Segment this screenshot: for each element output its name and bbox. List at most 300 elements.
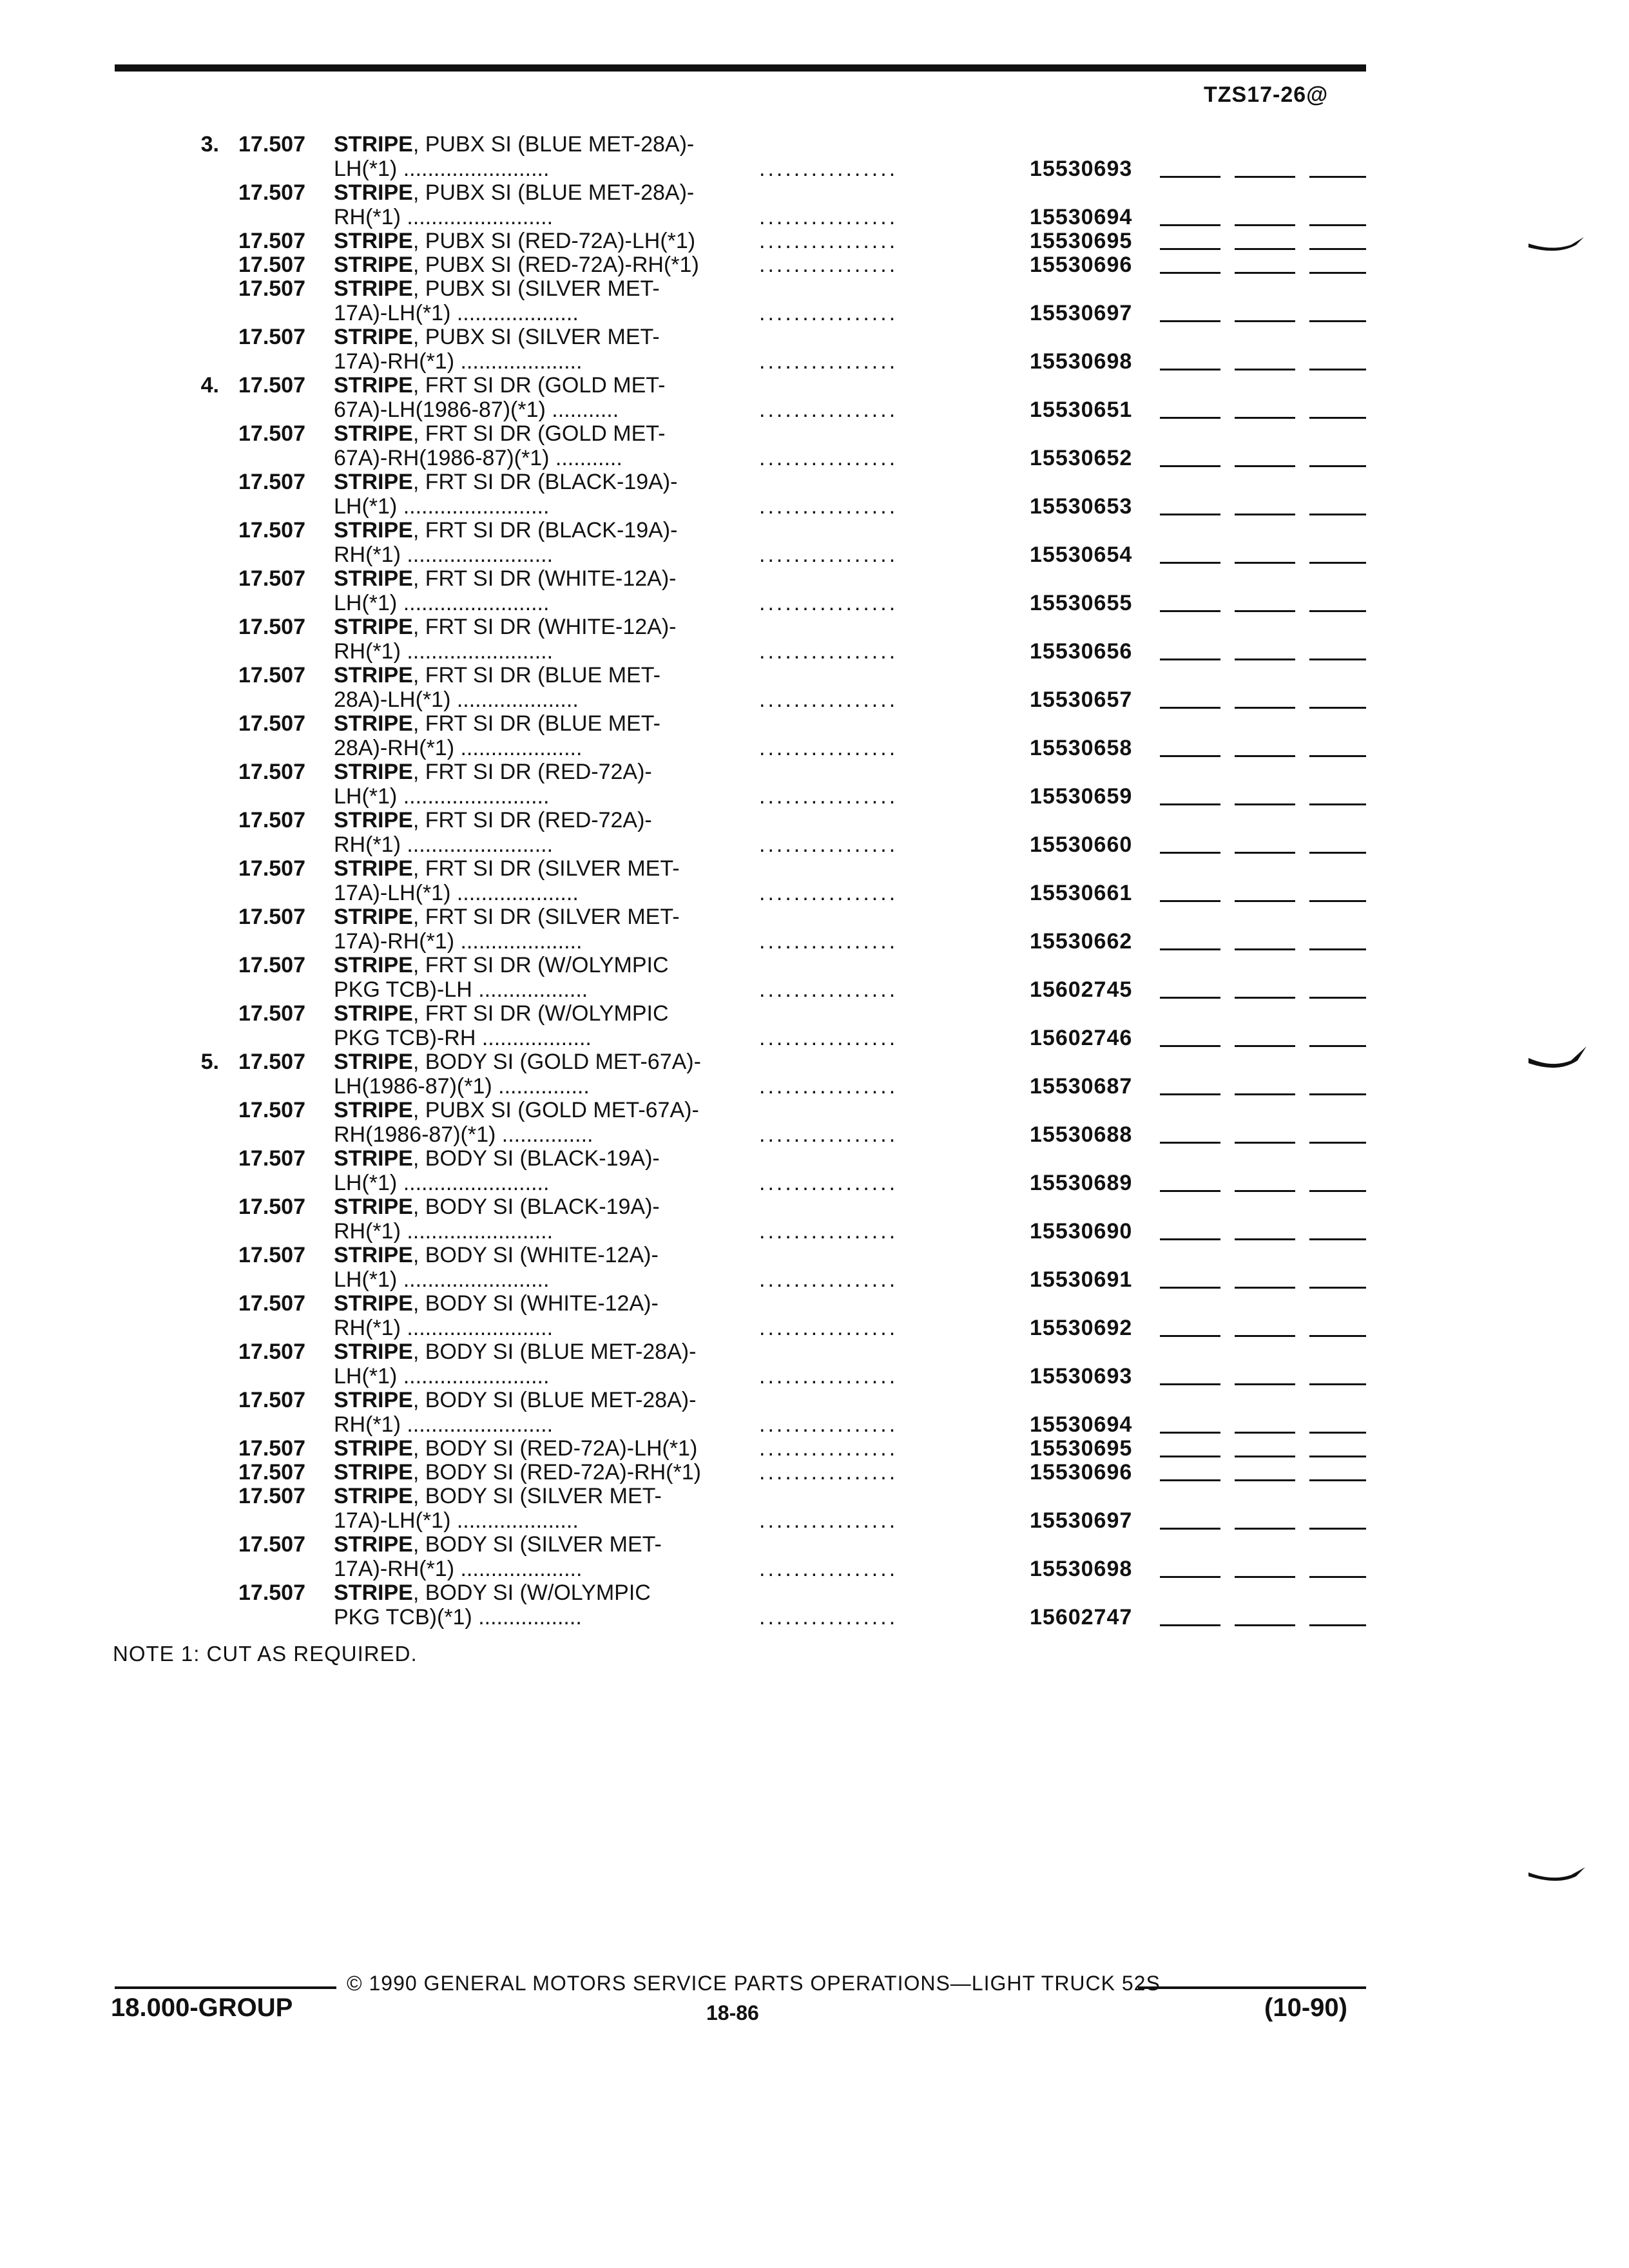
part-name: STRIPE — [334, 1388, 413, 1412]
part-detail: , PUBX SI (SILVER MET- — [412, 276, 660, 301]
quantity-blank — [1309, 1576, 1366, 1578]
quantity-blank — [1235, 417, 1295, 419]
quantity-blank — [1235, 803, 1295, 805]
part-entry — [0, 1243, 1629, 1291]
part-number: 15530696 — [1030, 253, 1133, 277]
part-entry — [0, 518, 1629, 566]
description-continuation: RH(1986-87)(*1) ............... — [334, 1122, 593, 1147]
part-detail: , FRT SI DR (BLUE MET- — [412, 711, 660, 736]
quantity-blank — [1235, 1142, 1295, 1144]
part-entry — [0, 180, 1629, 229]
quantity-blank — [1235, 900, 1295, 902]
part-entry — [0, 276, 1629, 325]
part-name: STRIPE — [334, 1050, 413, 1074]
description-continuation: LH(*1) ........................ — [334, 591, 550, 615]
quantity-blank — [1235, 1479, 1295, 1481]
part-name: STRIPE — [334, 1098, 413, 1122]
part-entry — [0, 421, 1629, 470]
quantity-blank — [1309, 176, 1366, 178]
quantity-blank — [1235, 272, 1295, 274]
quantity-blank — [1160, 562, 1220, 564]
part-name: STRIPE — [334, 1484, 413, 1508]
quantity-blank — [1160, 1576, 1220, 1578]
quantity-blank — [1235, 224, 1295, 226]
part-number: 15530688 — [1030, 1122, 1133, 1147]
group-number: 17.507 — [238, 1098, 305, 1122]
part-name: STRIPE — [334, 663, 413, 687]
part-name: STRIPE — [334, 229, 413, 253]
quantity-blank — [1309, 514, 1366, 515]
part-entry — [0, 1460, 1629, 1484]
part-number: 15530656 — [1030, 639, 1133, 664]
part-detail: , PUBX SI (BLUE MET-28A)- — [412, 132, 695, 157]
part-detail: , FRT SI DR (SILVER MET- — [412, 856, 680, 881]
part-name: STRIPE — [334, 1581, 413, 1605]
part-name: STRIPE — [334, 276, 413, 301]
description-continuation: 17A)-LH(*1) .................... — [334, 1508, 579, 1533]
part-name: STRIPE — [334, 953, 413, 977]
quantity-blank — [1235, 610, 1295, 612]
group-number: 17.507 — [238, 1195, 305, 1219]
part-detail: , BODY SI (RED-72A)-LH(*1) — [412, 1436, 698, 1461]
description-continuation: 67A)-LH(1986-87)(*1) ........... — [334, 398, 619, 422]
footnote: NOTE 1: CUT AS REQUIRED. — [113, 1642, 418, 1666]
group-number: 17.507 — [238, 566, 305, 591]
part-number: 15530657 — [1030, 687, 1133, 712]
description-continuation: 17A)-RH(*1) .................... — [334, 349, 583, 374]
part-description — [334, 905, 680, 930]
quantity-blank — [1235, 1335, 1295, 1337]
group-number: 17.507 — [238, 711, 305, 736]
quantity-blank — [1309, 997, 1366, 999]
quantity-blank — [1309, 320, 1366, 322]
part-description — [334, 566, 676, 591]
part-entry — [0, 1388, 1629, 1436]
quantity-blank — [1235, 1624, 1295, 1626]
leader-dots: ................ — [759, 1171, 898, 1195]
quantity-blank — [1235, 514, 1295, 515]
leader-dots: ................ — [759, 349, 898, 374]
quantity-blank — [1160, 176, 1220, 178]
leader-dots: ................ — [759, 398, 898, 422]
group-number: 17.507 — [238, 1460, 305, 1485]
quantity-blank — [1160, 755, 1220, 757]
part-number: 15530661 — [1030, 881, 1133, 905]
description-continuation: RH(*1) ........................ — [334, 205, 554, 229]
part-name: STRIPE — [334, 615, 413, 639]
group-number: 17.507 — [238, 953, 305, 977]
group-number: 17.507 — [238, 1001, 305, 1026]
part-name: STRIPE — [334, 856, 413, 881]
part-entry — [0, 470, 1629, 518]
part-description — [334, 518, 677, 543]
quantity-blank — [1235, 1528, 1295, 1530]
leader-dots: ................ — [759, 1074, 898, 1099]
quantity-blank — [1309, 1432, 1366, 1434]
description-continuation: PKG TCB)-LH .................. — [334, 977, 588, 1002]
part-name: STRIPE — [334, 132, 413, 157]
quantity-blank — [1160, 514, 1220, 515]
item-number: 3. — [200, 132, 219, 157]
part-number: 15530697 — [1030, 1508, 1133, 1533]
description-continuation: PKG TCB)-RH .................. — [334, 1026, 592, 1050]
leader-dots: ................ — [759, 687, 898, 712]
part-number: 15530696 — [1030, 1460, 1133, 1485]
quantity-blank — [1309, 1335, 1366, 1337]
revision-date: (10-90) — [1264, 1994, 1347, 2022]
leader-dots: ................ — [759, 1412, 898, 1437]
quantity-blank — [1160, 1335, 1220, 1337]
quantity-blank — [1235, 1093, 1295, 1095]
part-description — [334, 615, 676, 640]
description-continuation: LH(*1) ........................ — [334, 157, 550, 181]
part-name: STRIPE — [334, 808, 413, 832]
part-description — [334, 421, 665, 447]
part-number: 15530698 — [1030, 349, 1133, 374]
part-number: 15530695 — [1030, 1436, 1133, 1461]
quantity-blank — [1235, 948, 1295, 950]
quantity-blank — [1160, 224, 1220, 226]
footer-rule-left — [115, 1986, 336, 1989]
page-number: 18-86 — [706, 2001, 759, 2024]
part-number: 15530691 — [1030, 1267, 1133, 1292]
group-number: 17.507 — [238, 253, 305, 277]
part-detail: , BODY SI (BLACK-19A)- — [412, 1146, 660, 1171]
group-number: 17.507 — [238, 421, 305, 446]
description-continuation: LH(*1) ........................ — [334, 1364, 550, 1389]
quantity-blank — [1235, 562, 1295, 564]
quantity-blank — [1160, 1287, 1220, 1289]
part-name: STRIPE — [334, 373, 413, 398]
leader-dots: ................ — [759, 929, 898, 954]
description-continuation: 28A)-LH(*1) .................... — [334, 687, 579, 712]
part-detail: , BODY SI (BLUE MET-28A)- — [412, 1388, 697, 1412]
leader-dots: ................ — [759, 1267, 898, 1292]
part-entry — [0, 1001, 1629, 1050]
part-description — [334, 663, 660, 688]
quantity-blank — [1309, 1383, 1366, 1385]
quantity-blank — [1309, 248, 1366, 250]
top-rule — [115, 64, 1366, 72]
part-name: STRIPE — [334, 1291, 413, 1316]
group-number: 17.507 — [238, 1388, 305, 1412]
part-entry — [0, 808, 1629, 856]
leader-dots: ................ — [759, 446, 898, 470]
part-detail: , FRT SI DR (WHITE-12A)- — [412, 566, 677, 591]
part-number: 15530698 — [1030, 1557, 1133, 1581]
part-detail: , BODY SI (WHITE-12A)- — [412, 1243, 659, 1267]
part-detail: , PUBX SI (GOLD MET-67A)- — [412, 1098, 699, 1122]
part-number: 15602745 — [1030, 977, 1133, 1002]
leader-dots: ................ — [759, 1557, 898, 1581]
part-number: 15530692 — [1030, 1316, 1133, 1340]
description-continuation: RH(*1) ........................ — [334, 639, 554, 664]
quantity-blank — [1160, 1093, 1220, 1095]
quantity-blank — [1309, 852, 1366, 854]
part-description — [334, 276, 660, 302]
part-detail: , FRT SI DR (BLACK-19A)- — [412, 470, 678, 494]
part-number: 15530660 — [1030, 832, 1133, 857]
part-detail: , FRT SI DR (SILVER MET- — [412, 905, 680, 929]
part-number: 15530694 — [1030, 205, 1133, 229]
copyright-line: © 1990 GENERAL MOTORS SERVICE PARTS OPERATIONS—LIGHT TRUCK 52S — [347, 1972, 1161, 1995]
description-continuation: RH(*1) ........................ — [334, 1219, 554, 1244]
parts-list — [0, 132, 1629, 1629]
quantity-blank — [1160, 1238, 1220, 1240]
quantity-blank — [1235, 1576, 1295, 1578]
part-entry — [0, 711, 1629, 760]
quantity-blank — [1235, 1045, 1295, 1047]
part-description — [334, 1195, 660, 1220]
quantity-blank — [1235, 465, 1295, 467]
part-detail: , BODY SI (RED-72A)-RH(*1) — [412, 1460, 701, 1485]
part-detail: , PUBX SI (BLUE MET-28A)- — [412, 180, 695, 205]
group-number: 17.507 — [238, 180, 305, 205]
part-detail: , FRT SI DR (GOLD MET- — [412, 421, 666, 446]
description-continuation: 67A)-RH(1986-87)(*1) ........... — [334, 446, 622, 470]
quantity-blank — [1309, 1479, 1366, 1481]
part-entry — [0, 856, 1629, 905]
part-number: 15530690 — [1030, 1219, 1133, 1244]
group-number: 17.507 — [238, 856, 305, 881]
quantity-blank — [1160, 1456, 1220, 1457]
item-number: 5. — [200, 1050, 219, 1074]
quantity-blank — [1309, 417, 1366, 419]
quantity-blank — [1160, 320, 1220, 322]
part-entry — [0, 1436, 1629, 1460]
quantity-blank — [1309, 1190, 1366, 1192]
part-detail: , FRT SI DR (BLUE MET- — [412, 663, 660, 687]
quantity-blank — [1160, 948, 1220, 950]
quantity-blank — [1309, 1528, 1366, 1530]
part-entry — [0, 905, 1629, 953]
description-continuation: LH(1986-87)(*1) ............... — [334, 1074, 590, 1099]
part-detail: , FRT SI DR (W/OLYMPIC — [412, 1001, 669, 1026]
part-name: STRIPE — [334, 1146, 413, 1171]
part-detail: , FRT SI DR (GOLD MET- — [412, 373, 666, 398]
part-detail: , BODY SI (BLUE MET-28A)- — [412, 1340, 697, 1364]
description-continuation: LH(*1) ........................ — [334, 1267, 550, 1292]
part-number: 15530697 — [1030, 301, 1133, 325]
part-entry — [0, 1146, 1629, 1195]
leader-dots: ................ — [759, 1219, 898, 1244]
quantity-blank — [1235, 1190, 1295, 1192]
part-description — [334, 1581, 651, 1606]
binder-tick-mark — [1526, 226, 1590, 258]
quantity-blank — [1235, 1432, 1295, 1434]
quantity-blank — [1235, 1383, 1295, 1385]
quantity-blank — [1160, 852, 1220, 854]
group-number: 17.507 — [238, 663, 305, 687]
quantity-blank — [1160, 803, 1220, 805]
group-number: 17.507 — [238, 1050, 305, 1074]
part-name: STRIPE — [334, 1195, 413, 1219]
part-detail: , FRT SI DR (RED-72A)- — [412, 760, 652, 784]
quantity-blank — [1309, 224, 1366, 226]
part-detail: , PUBX SI (RED-72A)-RH(*1) — [412, 253, 699, 277]
part-name: STRIPE — [334, 253, 413, 277]
group-number: 17.507 — [238, 808, 305, 832]
description-continuation: LH(*1) ........................ — [334, 1171, 550, 1195]
part-name: STRIPE — [334, 421, 413, 446]
description-continuation: 28A)-RH(*1) .................... — [334, 736, 583, 760]
part-detail: , FRT SI DR (BLACK-19A)- — [412, 518, 678, 543]
leader-dots: ................ — [759, 1026, 898, 1050]
leader-dots: ................ — [759, 1122, 898, 1147]
leader-dots: ................ — [759, 736, 898, 760]
group-number: 17.507 — [238, 229, 305, 253]
quantity-blank — [1309, 900, 1366, 902]
part-description — [334, 1436, 697, 1461]
quantity-blank — [1235, 755, 1295, 757]
group-number: 17.507 — [238, 518, 305, 543]
description-continuation: RH(*1) ........................ — [334, 543, 554, 567]
part-name: STRIPE — [334, 518, 413, 543]
part-detail: , BODY SI (SILVER MET- — [412, 1532, 662, 1557]
group-number: 17.507 — [238, 1243, 305, 1267]
quantity-blank — [1309, 1238, 1366, 1240]
description-continuation: RH(*1) ........................ — [334, 1412, 554, 1437]
quantity-blank — [1235, 707, 1295, 709]
quantity-blank — [1235, 1456, 1295, 1457]
part-detail: , BODY SI (W/OLYMPIC — [412, 1581, 651, 1605]
description-continuation: RH(*1) ........................ — [334, 832, 554, 857]
part-entry — [0, 1050, 1629, 1098]
part-detail: , FRT SI DR (W/OLYMPIC — [412, 953, 669, 977]
quantity-blank — [1160, 417, 1220, 419]
part-detail: , BODY SI (SILVER MET- — [412, 1484, 662, 1508]
part-detail: , BODY SI (BLACK-19A)- — [412, 1195, 660, 1219]
part-name: STRIPE — [334, 1340, 413, 1364]
part-number: 15530687 — [1030, 1074, 1133, 1099]
quantity-blank — [1160, 610, 1220, 612]
part-entry — [0, 1195, 1629, 1243]
part-entry — [0, 1340, 1629, 1388]
quantity-blank — [1309, 1287, 1366, 1289]
quantity-blank — [1235, 176, 1295, 178]
quantity-blank — [1160, 658, 1220, 660]
quantity-blank — [1309, 1456, 1366, 1457]
quantity-blank — [1309, 1093, 1366, 1095]
part-number: 15602746 — [1030, 1026, 1133, 1050]
leader-dots: ................ — [759, 977, 898, 1002]
quantity-blank — [1160, 1142, 1220, 1144]
quantity-blank — [1235, 248, 1295, 250]
part-number: 15530693 — [1030, 157, 1133, 181]
quantity-blank — [1309, 272, 1366, 274]
part-detail: , FRT SI DR (WHITE-12A)- — [412, 615, 677, 639]
part-description — [334, 229, 695, 254]
quantity-blank — [1309, 1045, 1366, 1047]
leader-dots: ................ — [759, 591, 898, 615]
leader-dots: ................ — [759, 1316, 898, 1340]
leader-dots: ................ — [759, 301, 898, 325]
leader-dots: ................ — [759, 157, 898, 181]
part-entry — [0, 1098, 1629, 1146]
description-continuation: 17A)-LH(*1) .................... — [334, 881, 579, 905]
description-continuation: PKG TCB)(*1) ................. — [334, 1605, 582, 1629]
part-entry — [0, 566, 1629, 615]
quantity-blank — [1235, 852, 1295, 854]
part-number: 15530694 — [1030, 1412, 1133, 1437]
leader-dots: ................ — [759, 1436, 898, 1461]
leader-dots: ................ — [759, 1460, 898, 1485]
part-description — [334, 1291, 659, 1316]
part-description — [334, 1388, 696, 1413]
part-number: 15530653 — [1030, 494, 1133, 519]
group-number: 17.507 — [238, 1532, 305, 1557]
group-number: 17.507 — [238, 132, 305, 157]
part-entry — [0, 1581, 1629, 1629]
item-number: 4. — [200, 373, 219, 398]
part-number: 15530693 — [1030, 1364, 1133, 1389]
quantity-blank — [1309, 658, 1366, 660]
quantity-blank — [1235, 997, 1295, 999]
part-number: 15530651 — [1030, 398, 1133, 422]
part-description — [334, 1340, 696, 1365]
part-number: 15602747 — [1030, 1605, 1133, 1629]
leader-dots: ................ — [759, 639, 898, 664]
quantity-blank — [1235, 320, 1295, 322]
part-entry — [0, 229, 1629, 253]
part-description — [334, 953, 669, 978]
group-number: 17.507 — [238, 470, 305, 494]
part-description — [334, 711, 660, 736]
part-number: 15530689 — [1030, 1171, 1133, 1195]
part-name: STRIPE — [334, 325, 413, 349]
leader-dots: ................ — [759, 229, 898, 253]
quantity-blank — [1235, 1287, 1295, 1289]
description-continuation: 17A)-RH(*1) .................... — [334, 929, 583, 954]
leader-dots: ................ — [759, 784, 898, 809]
quantity-blank — [1160, 465, 1220, 467]
quantity-blank — [1309, 465, 1366, 467]
quantity-blank — [1309, 803, 1366, 805]
part-entry — [0, 373, 1629, 421]
part-name: STRIPE — [334, 905, 413, 929]
part-number: 15530695 — [1030, 229, 1133, 253]
description-continuation: 17A)-RH(*1) .................... — [334, 1557, 583, 1581]
part-description — [334, 808, 652, 833]
part-name: STRIPE — [334, 1460, 413, 1485]
quantity-blank — [1160, 997, 1220, 999]
quantity-blank — [1160, 272, 1220, 274]
quantity-blank — [1235, 1238, 1295, 1240]
part-entry — [0, 953, 1629, 1001]
leader-dots: ................ — [759, 1364, 898, 1389]
quantity-blank — [1309, 1142, 1366, 1144]
group-number: 17.507 — [238, 905, 305, 929]
group-number: 17.507 — [238, 1340, 305, 1364]
quantity-blank — [1160, 900, 1220, 902]
part-description — [334, 1484, 662, 1509]
quantity-blank — [1160, 248, 1220, 250]
quantity-blank — [1160, 1479, 1220, 1481]
part-entry — [0, 1484, 1629, 1532]
part-detail: , PUBX SI (RED-72A)-LH(*1) — [412, 229, 696, 253]
part-entry — [0, 760, 1629, 808]
description-continuation: LH(*1) ........................ — [334, 784, 550, 809]
part-description — [334, 856, 680, 881]
part-description — [334, 132, 694, 157]
part-entry — [0, 615, 1629, 663]
part-description — [334, 1050, 701, 1075]
part-detail: , BODY SI (GOLD MET-67A)- — [412, 1050, 701, 1074]
leader-dots: ................ — [759, 1605, 898, 1629]
part-description — [334, 1146, 660, 1171]
part-name: STRIPE — [334, 760, 413, 784]
quantity-blank — [1160, 707, 1220, 709]
